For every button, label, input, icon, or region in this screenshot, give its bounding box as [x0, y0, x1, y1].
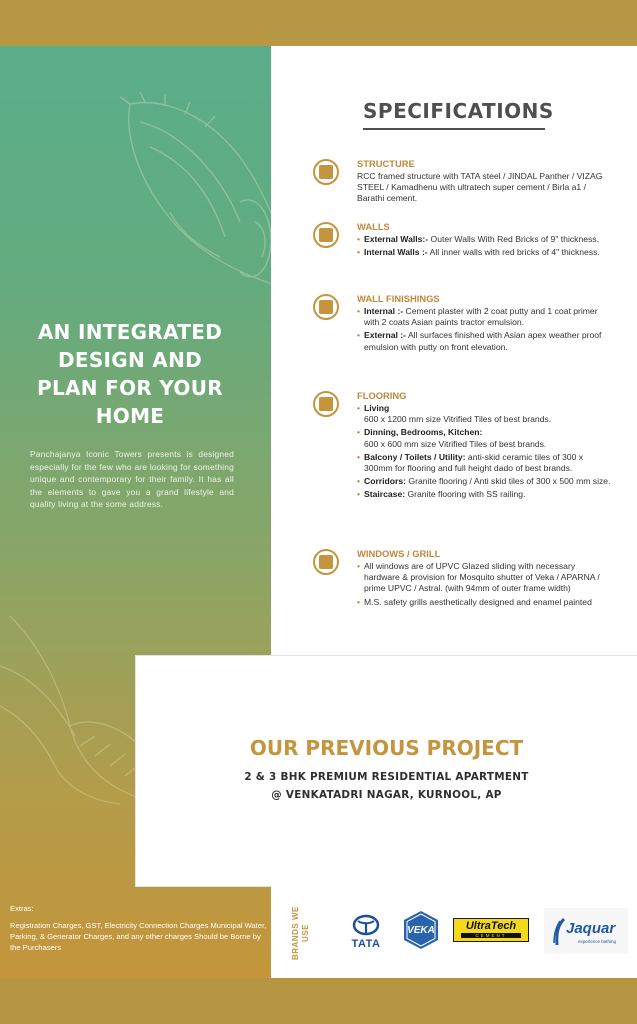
section-body	[357, 234, 613, 260]
tata-logo	[346, 914, 386, 954]
hero-title-line: AN INTEGRATED	[37, 320, 223, 344]
section-heading: WINDOWS / GRILL	[357, 548, 441, 559]
ultratech-wordmark: UltraTech	[465, 920, 517, 932]
floor-tiles-icon	[313, 391, 339, 417]
brands-label: BRANDS WE USE	[291, 906, 310, 960]
ultratech-logo	[453, 918, 529, 942]
extras-title: Extras:	[10, 904, 34, 913]
section-body	[357, 171, 613, 207]
list-item: • Staircase: Granite flooring with SS railing.	[357, 489, 613, 500]
structure-icon	[313, 159, 339, 185]
section-walls	[313, 221, 613, 291]
section-heading: WALLS	[357, 221, 390, 232]
top-band	[0, 0, 637, 46]
tata-emblem-icon	[346, 914, 386, 938]
project-location-line: @ VENKATADRI NAGAR, KURNOOL, AP	[271, 789, 502, 801]
section-body	[357, 306, 613, 355]
hero-title-line: HOME	[95, 404, 165, 428]
list-item: • Dinning, Bedrooms, Kitchen: 600 x 600 mm size Vitrified Tiles of best brands.	[357, 427, 613, 449]
bottom-band	[0, 978, 637, 1024]
list-item: • M.S. safety grills aesthetically designed and enamel painted	[357, 597, 613, 608]
seashell-top-illustration	[110, 92, 271, 302]
hero-title-line: PLAN FOR YOUR	[37, 376, 223, 400]
section-flooring	[313, 390, 613, 545]
section-body	[357, 561, 613, 610]
list-item: • Living 600 x 1200 mm size Vitrified Tiles of best brands.	[357, 403, 613, 425]
list-item: • Internal :- Cement plaster with 2 coat putty and 1 coat primer with 2 coats Asian paints tractor emulsion.	[357, 306, 613, 328]
section-heading: WALL FINISHINGS	[357, 293, 440, 304]
jaquar-tagline: experience bathing	[578, 939, 617, 944]
veka-wordmark: VEKA	[407, 924, 435, 936]
veka-logo	[401, 910, 441, 950]
jaquar-logo	[544, 908, 628, 954]
window-icon	[313, 549, 339, 575]
list-item: • External Walls:- Outer Walls With Red Bricks of 9" thickness.	[357, 234, 613, 245]
extras-note	[10, 903, 268, 953]
hero-title	[12, 318, 248, 430]
tata-wordmark: TATA	[351, 938, 381, 950]
extras-text: Registration Charges, GST, Electricity Connection Charges Municipal Water, Parking, & Generator Charges, and any other charges Should be Borne by the Purchasers	[10, 921, 267, 952]
specifications-title: SPECIFICATIONS	[363, 99, 554, 123]
hero-title-line: DESIGN AND	[57, 348, 203, 372]
section-body	[357, 403, 613, 503]
list-item: • Corridors: Granite flooring / Anti skid tiles of 300 x 500 mm size.	[357, 476, 613, 487]
hero-description: Panchajanya Iconic Towers presents is designed especially for the few who are looking for something unique and contemporary for their family. It has all the elements to gave you a grand lifestyle and quality living at the some address.	[30, 449, 234, 510]
ultratech-sub: CEMENT	[461, 933, 521, 938]
project-description-line: 2 & 3 BHK PREMIUM RESIDENTIAL APARTMENT	[244, 771, 529, 783]
jaquar-wordmark: Jaquar	[566, 920, 616, 937]
section-heading: FLOORING	[357, 390, 407, 401]
section-windows-grill	[313, 548, 613, 648]
section-paragraph: RCC framed structure with TATA steel / JINDAL Panther / VIZAG STEEL / Kamadhenu with ultratech super cement / Birla a1 / Barathi cement.	[357, 171, 603, 204]
paint-roller-icon	[313, 294, 339, 320]
list-item: • External :- All surfaces finished with Asian apex weather proof emulsion with putty on front elevation.	[357, 330, 613, 352]
list-item: • All windows are of UPVC Glazed sliding with necessary hardware & provision for Mosquito shutter of Veka / APARNA / prime UPVC / Astral. (with 94mm of outer frame width)	[357, 561, 613, 595]
section-wall-finishings	[313, 293, 613, 388]
section-structure	[313, 158, 613, 213]
list-item: • Balcony / Toilets / Utility: anti-skid ceramic tiles of 300 x 300mm for flooring and full height dado of best brands.	[357, 452, 613, 474]
previous-project-title: OUR PREVIOUS PROJECT	[249, 736, 524, 760]
brick-wall-icon	[313, 222, 339, 248]
title-underline	[363, 128, 545, 130]
section-heading: STRUCTURE	[357, 158, 415, 169]
list-item: • Internal Walls :- All inner walls with red bricks of 4" thickness.	[357, 247, 613, 258]
